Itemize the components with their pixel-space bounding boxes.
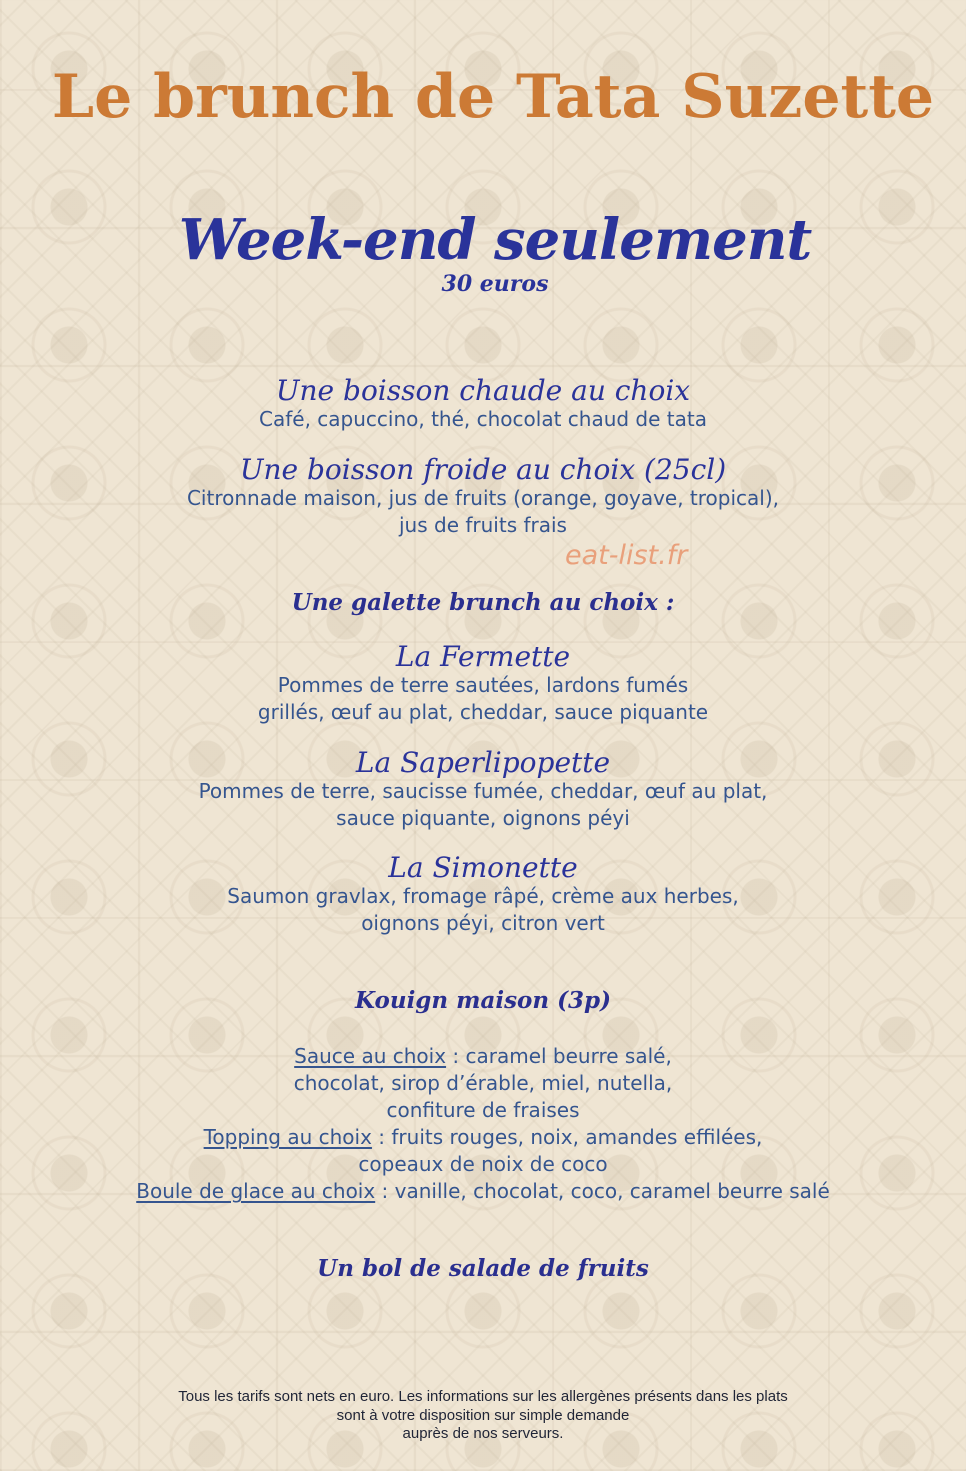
- galette-option-name: La Fermette: [395, 640, 571, 673]
- kouign-sauce-line-2: chocolat, sirop d’érable, miel, nutella,: [293, 1071, 673, 1095]
- fruit-salad-heading: Un bol de salade de fruits: [317, 1255, 649, 1282]
- watermark: eat-list.fr: [565, 540, 688, 571]
- galette-option-line-1: Pommes de terre sautées, lardons fumés: [277, 673, 689, 697]
- sauce-text: : caramel beurre salé,: [446, 1044, 672, 1068]
- kouign-heading: Kouign maison (3p): [355, 987, 611, 1014]
- galette-option-line-2: grillés, œuf au plat, cheddar, sauce piquante: [257, 700, 709, 724]
- weekend-subtitle: Week-end seulement: [178, 207, 812, 273]
- hot-drink-items: Café, capuccino, thé, chocolat chaud de tata: [259, 407, 707, 431]
- kouign-sauce-line-1: [0, 1043, 966, 1070]
- galette-option-line-1: Saumon gravlax, fromage râpé, crème aux herbes,: [227, 884, 739, 908]
- galette-option-name: La Simonette: [388, 851, 578, 884]
- footer-note: [0, 1388, 966, 1444]
- kouign-glace-line: [0, 1178, 966, 1205]
- cold-drink-line-2: jus de fruits frais: [399, 513, 567, 537]
- brunch-price: 30 euros: [441, 271, 549, 297]
- footer-line-3: auprès de nos serveurs.: [402, 1425, 564, 1442]
- kouign-sauce-line-3: confiture de fraises: [386, 1098, 580, 1122]
- galette-option-line-2: oignons péyi, citron vert: [361, 911, 605, 935]
- galette-option-line-2: sauce piquante, oignons péyi: [336, 806, 630, 830]
- galette-option-line-1: Pommes de terre, saucisse fumée, cheddar, œuf au plat,: [198, 779, 768, 803]
- footer-line-1: Tous les tarifs sont nets en euro. Les informations sur les allergènes présents dans les plats: [178, 1388, 788, 1405]
- cold-drink-heading: Une boisson froide au choix (25cl): [239, 453, 727, 486]
- cold-drink-line-1: Citronnade maison, jus de fruits (orange, goyave, tropical),: [186, 486, 780, 510]
- galette-heading: Une galette brunch au choix :: [291, 589, 675, 616]
- restaurant-title: Le brunch de Tata Suzette: [51, 62, 935, 132]
- glace-label: Boule de glace au choix: [136, 1179, 376, 1203]
- glace-text: : vanille, chocolat, coco, caramel beurre salé: [375, 1179, 830, 1203]
- galette-option-name: La Saperlipopette: [355, 746, 611, 779]
- topping-text: : fruits rouges, noix, amandes effilées,: [371, 1125, 763, 1149]
- kouign-topping-line-1: [0, 1124, 966, 1151]
- sauce-label: Sauce au choix: [294, 1044, 447, 1068]
- topping-label: Topping au choix: [203, 1125, 372, 1149]
- hot-drink-heading: Une boisson chaude au choix: [275, 374, 691, 407]
- kouign-topping-line-2: copeaux de noix de coco: [358, 1152, 608, 1176]
- footer-line-2: sont à votre disposition sur simple demande: [336, 1406, 630, 1424]
